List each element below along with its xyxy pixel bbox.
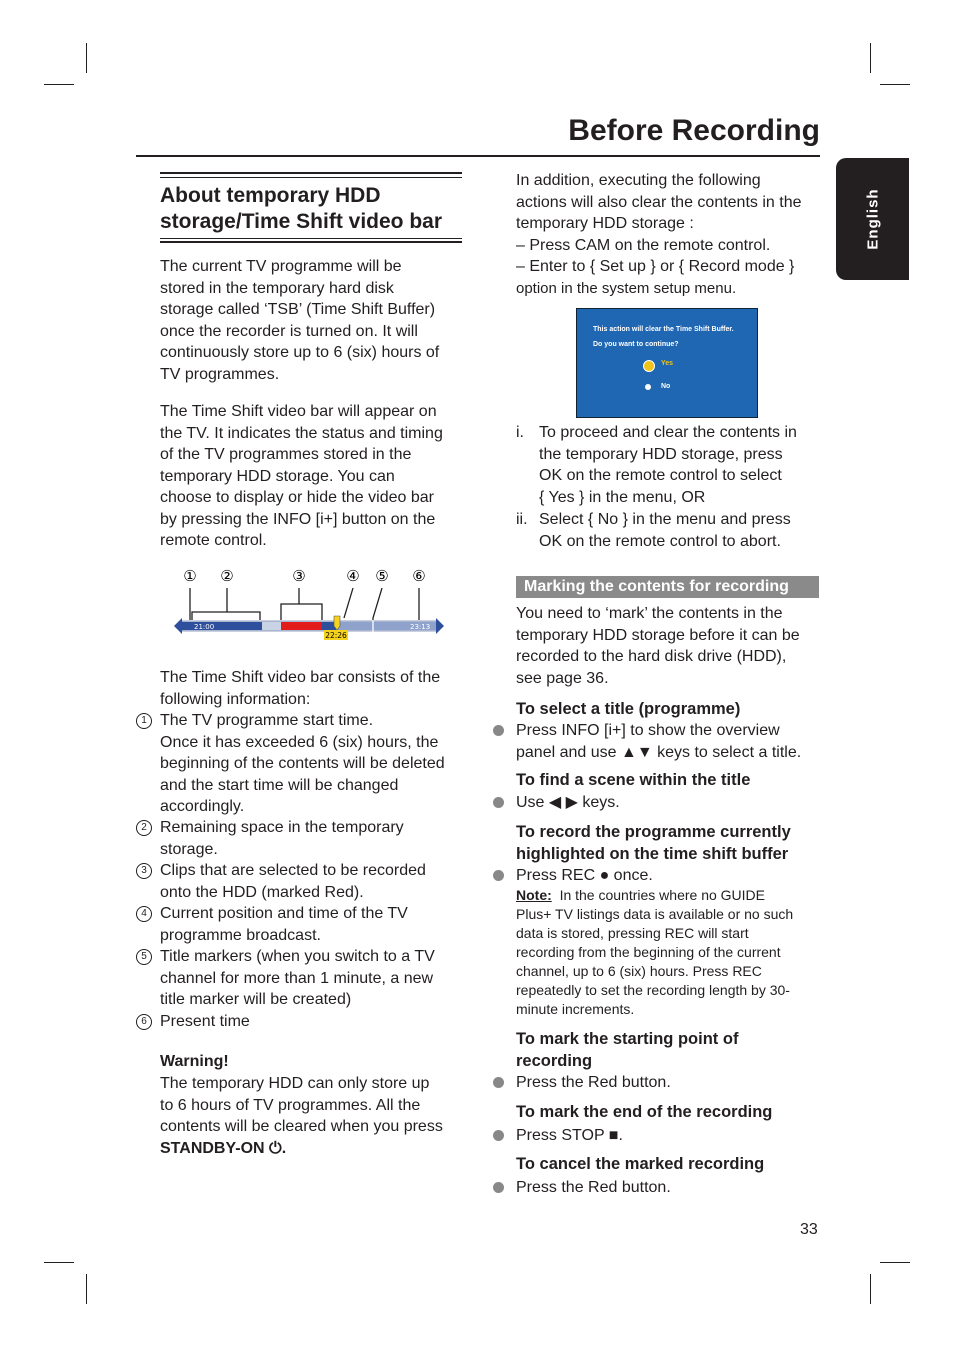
marker-1: ①: [183, 567, 197, 585]
item-number-6: 6: [136, 1014, 152, 1030]
text-line: The current TV programme will be: [160, 258, 402, 275]
text-line: option in the system setup menu.: [516, 279, 737, 297]
text-line: stored in the temporary hard disk: [160, 279, 394, 297]
heading-rule-top-thin: [160, 177, 462, 178]
text-line: Select { No } in the menu and press: [539, 511, 791, 528]
item-text-2: [160, 817, 404, 860]
text-line: Present time: [160, 1013, 250, 1030]
heading-rule-top: [160, 172, 462, 174]
title-rule: [136, 155, 820, 157]
text-line: storage.: [160, 840, 218, 858]
mark-start-heading: [516, 1029, 738, 1072]
item-number-3: 3: [136, 863, 152, 879]
text-line: by pressing the INFO [i+] button on the: [160, 510, 436, 528]
bullet: [493, 725, 504, 736]
bullet: [493, 1130, 504, 1141]
item-number-4: 4: [136, 906, 152, 922]
heading-rule-bottom-thick: [160, 241, 462, 243]
text-line: The Time Shift video bar consists of the: [160, 669, 441, 686]
record-programme-text: Press REC ● once.: [516, 867, 653, 884]
page-title: Before Recording: [568, 114, 820, 147]
text-line: OK on the remote control to abort.: [539, 532, 781, 550]
text-line: – Enter to { Set up } or { Record mode }: [516, 258, 795, 275]
marker-4: ④: [346, 567, 360, 585]
find-scene-text: Use ◀ ▶ keys.: [516, 794, 620, 811]
text-line: onto the HDD (marked Red).: [160, 883, 364, 901]
dialog-yes-label[interactable]: Yes: [661, 360, 674, 367]
text-line: and the start time will be changed: [160, 776, 399, 794]
dialog-yes-radio[interactable]: [643, 360, 655, 372]
select-title-text: [516, 720, 801, 763]
dialog-question: Do you want to continue?: [593, 341, 679, 348]
item-text-6: [160, 1011, 250, 1033]
crop-mark: [44, 1262, 74, 1263]
intro-paragraph: [160, 256, 439, 385]
crop-mark: [86, 43, 87, 73]
marker-2: ②: [220, 567, 234, 585]
marking-intro: [516, 603, 800, 689]
step-label-i: i.: [516, 424, 524, 441]
text-line: channel, up to 6 (six) hours. Press REC: [516, 963, 762, 979]
heading-line: storage/Time Shift video bar: [160, 210, 443, 233]
mark-start-text: Press the Red button.: [516, 1074, 671, 1091]
timeshift-paragraph: [160, 401, 443, 552]
text-line: accordingly.: [160, 798, 245, 815]
bullet: [493, 1077, 504, 1088]
text-line: In addition, executing the following: [516, 172, 761, 189]
text-line: OK on the remote control to select: [539, 467, 782, 484]
text-line: highlighted on the time shift buffer: [516, 844, 789, 863]
marker-3: ③: [292, 567, 306, 585]
crop-mark: [44, 84, 74, 85]
consists-intro: [160, 667, 440, 710]
clear-buffer-dialog: [576, 308, 758, 418]
note-first-line: In the countries where no GUIDE: [559, 887, 765, 903]
text-line: Remaining space in the temporary: [160, 819, 404, 836]
text-line: minute increments.: [516, 1001, 635, 1017]
text-line: The TV programme start time.: [160, 712, 374, 729]
step-text-i: [539, 422, 797, 508]
text-line: choose to display or hide the video bar: [160, 489, 434, 506]
item-number-5: 5: [136, 949, 152, 965]
text-line: Plus+ TV listings data is available or no such: [516, 906, 794, 922]
warning-text: [160, 1073, 443, 1159]
text-line: temporary HDD storage. You can: [160, 467, 395, 485]
section-heading: [160, 183, 442, 235]
text-line: The Time Shift video bar will appear on: [160, 403, 437, 420]
text-line: once the recorder is turned on. It will: [160, 322, 418, 340]
text-line: following information:: [160, 690, 311, 708]
start-time-label: 21:00: [194, 623, 215, 631]
mark-end-text: Press STOP ■.: [516, 1127, 623, 1144]
bullet: [493, 797, 504, 808]
item-number-1: 1: [136, 713, 152, 729]
text-line: recorded to the hard disk drive (HDD),: [516, 648, 787, 665]
leader-4: [344, 588, 353, 618]
time-shift-bar-diagram: [170, 562, 450, 644]
bar-marked-red: [281, 622, 322, 630]
item-text-5: [160, 946, 435, 1011]
crop-mark: [880, 84, 910, 85]
text-line: to 6 hours of TV programmes. All the: [160, 1096, 421, 1114]
step-label-ii: ii.: [516, 511, 528, 528]
text-line: The temporary HDD can only store up: [160, 1075, 430, 1092]
marking-banner: Marking the contents for recording: [516, 576, 819, 598]
step-text-ii: [539, 509, 791, 552]
text-line: panel and use ▲▼ keys to select a title.: [516, 743, 802, 761]
item-number-2: 2: [136, 820, 152, 836]
leader-2: [192, 588, 260, 620]
crop-mark: [880, 1262, 910, 1263]
text-line: temporary HDD storage :: [516, 215, 694, 232]
page-number: 33: [800, 1221, 818, 1238]
text-line: recording from the beginning of the current: [516, 944, 781, 960]
bullet: [493, 870, 504, 881]
cancel-mark-text: Press the Red button.: [516, 1179, 671, 1196]
text-line: beginning of the contents will be deleted: [160, 755, 445, 772]
leader-3: [281, 588, 322, 620]
item-text-4: [160, 903, 408, 946]
marker-5: ⑤: [375, 567, 389, 585]
record-programme-heading: [516, 822, 791, 865]
dialog-no-label[interactable]: No: [661, 383, 671, 390]
dialog-message: This action will clear the Time Shift Buffer.: [593, 326, 734, 333]
text-line: the TV. It indicates the status and timing: [160, 424, 443, 442]
text-line: continuously store up to 6 (six) hours of: [160, 344, 440, 361]
item-text-1: [160, 710, 445, 818]
text-line: Current position and time of the TV: [160, 905, 408, 922]
bar-left-arrow: [174, 618, 182, 634]
language-tab: [836, 158, 909, 280]
select-title-heading: To select a title (programme): [516, 700, 741, 718]
text-line: – Press CAM on the remote control.: [516, 236, 771, 254]
clear-intro: [516, 170, 801, 299]
text-line: Clips that are selected to be recorded: [160, 862, 426, 879]
leader-5: [373, 588, 382, 622]
end-time-label: 23:13: [410, 623, 431, 631]
text-line: storage called ‘TSB’ (Time Shift Buffer): [160, 301, 436, 318]
text-line: TV programmes.: [160, 365, 280, 383]
dialog-no-radio[interactable]: [645, 384, 651, 390]
mark-end-heading: To mark the end of the recording: [516, 1103, 773, 1121]
warning-title: Warning!: [160, 1053, 229, 1070]
note-block: [516, 886, 793, 1019]
text-line: repeatedly to set the recording length by 30-: [516, 982, 790, 998]
bullet: [493, 1182, 504, 1193]
text-line: To record the programme currently: [516, 823, 791, 841]
text-line: Title markers (when you switch to a TV: [160, 948, 435, 965]
item-text-3: [160, 860, 426, 903]
text-line: STANDBY-ON ⏻.: [160, 1139, 287, 1157]
text-line: To mark the starting point of: [516, 1030, 739, 1048]
text-line: programme broadcast.: [160, 926, 321, 944]
text-line: recording: [516, 1051, 593, 1070]
text-line: [516, 886, 793, 905]
bar-right-arrow: [436, 618, 444, 634]
find-scene-heading: To find a scene within the title: [516, 771, 751, 789]
text-line: the temporary HDD storage, press: [539, 445, 783, 463]
text-line: actions will also clear the contents in the: [516, 193, 802, 211]
text-line: To proceed and clear the contents in: [539, 424, 797, 441]
text-line: of the TV programmes stored in the: [160, 446, 412, 463]
text-line: Once it has exceeded 6 (six) hours, the: [160, 733, 439, 751]
heading-line: About temporary HDD: [160, 184, 381, 207]
cancel-mark-heading: To cancel the marked recording: [516, 1155, 765, 1173]
marker-6: ⑥: [412, 567, 426, 585]
text-line: { Yes } in the menu, OR: [539, 488, 706, 506]
crop-mark: [870, 43, 871, 73]
text-line: data is stored, pressing REC will start: [516, 925, 749, 941]
text-line: You need to ‘mark’ the contents in the: [516, 605, 783, 622]
heading-rule-bottom: [160, 238, 462, 239]
text-line: see page 36.: [516, 669, 609, 687]
text-line: Press INFO [i+] to show the overview: [516, 722, 780, 739]
text-line: temporary HDD storage before it can be: [516, 626, 800, 644]
crop-mark: [870, 1274, 871, 1304]
note-label: Note:: [516, 887, 552, 903]
language-tab-label: English: [864, 188, 881, 250]
crop-mark: [86, 1274, 87, 1304]
current-time-label: 22:26: [325, 631, 347, 640]
text-line: title marker will be created): [160, 991, 352, 1008]
text-line: remote control.: [160, 532, 267, 549]
text-line: contents will be cleared when you press: [160, 1118, 443, 1135]
text-line: channel for more than 1 minute, a new: [160, 969, 434, 987]
